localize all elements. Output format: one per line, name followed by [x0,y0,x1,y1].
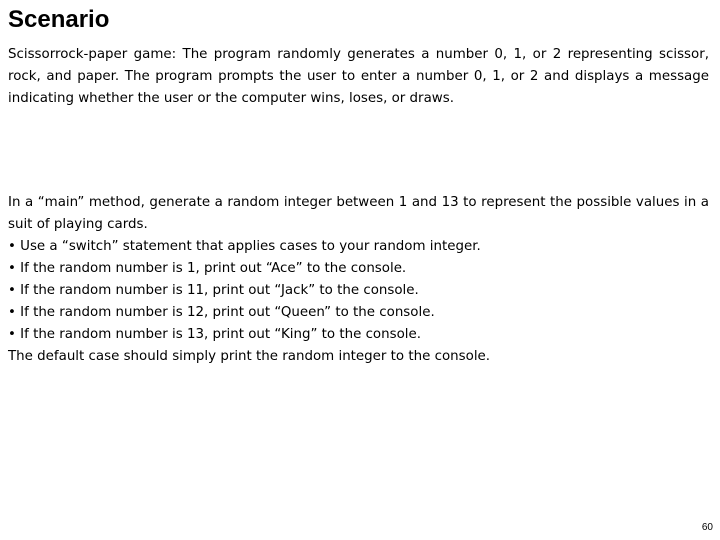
bullet-item: • If the random number is 12, print out “Queen” to the console. [8,305,435,320]
bullet-item: • If the random number is 11, print out “Jack” to the console. [8,283,419,298]
slide-title: Scenario [8,6,110,33]
bullet-item: • If the random number is 1, print out “Ace” to the console. [8,261,407,276]
page-number: 60 [701,522,713,533]
bullet-item: • If the random number is 13, print out “King” to the console. [8,327,421,342]
scenario-paragraph-1: Scissorrock-paper game: The program randomly generates a number 0, 1, or 2 representing scissor, rock, and paper. The program prompts the user to enter a number 0, 1, or 2 and displays a message indicating whether the user or the computer wins, loses, or draws. [8,47,709,106]
closing-sentence: The default case should simply print the random integer to the console. [8,349,491,364]
card-suit-intro: In a “main” method, generate a random integer between 1 and 13 to represent the possible values in a suit of playing cards. [8,195,709,232]
scenario-paragraph-2-block [8,192,709,368]
bullet-item: • Use a “switch” statement that applies cases to your random integer. [8,239,481,254]
